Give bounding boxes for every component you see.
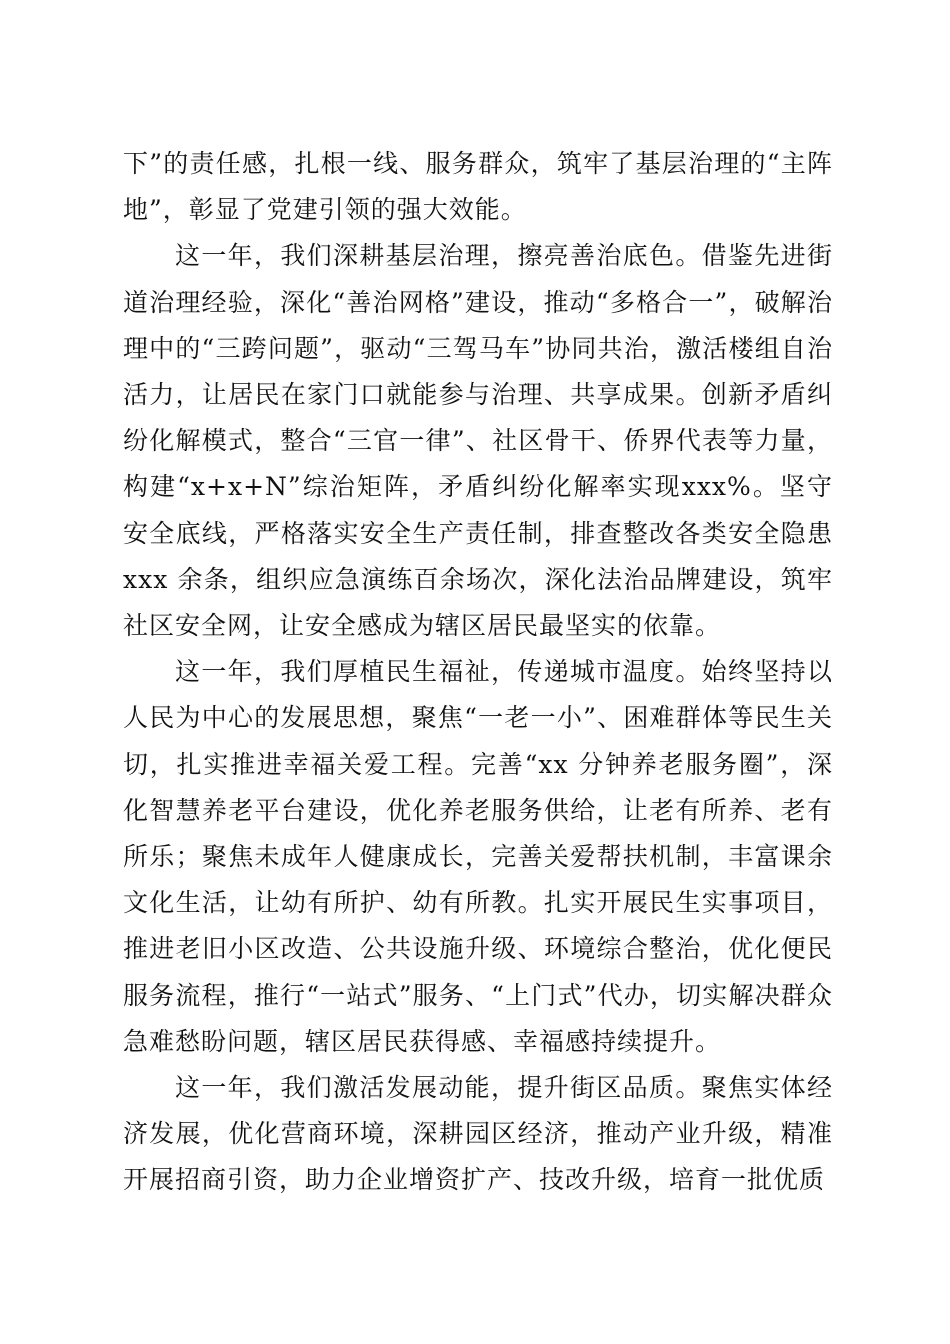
body-text [123, 141, 833, 1204]
paragraph-continuation: 下”的责任感，扎根一线、服务群众，筑牢了基层治理的“主阵地”，彰显了党建引领的强大效能。 [123, 149, 833, 225]
paragraph-grassroots-governance: 这一年，我们深耕基层治理，擦亮善治底色。借鉴先进街道治理经验，深化“善治网格”建设，推动“多格合一”，破解治理中的“三跨问题”，驱动“三驾马车”协同共治，激活楼组自治活力，让居民在家门口就能参与治理、共享成果。创新矛盾纠纷化解模式，整合“三官一律”、社区骨干、侨界代表等力量，构建“x+x+N”综治矩阵，矛盾纠纷化解率实现xxx%。坚守安全底线，严格落实安全生产责任制，排查整改各类安全隐患 xxx 余条，组织应急演练百余场次，深化法治品牌建设，筑牢社区安全网，让安全感成为辖区居民最坚实的依靠。 [123, 241, 833, 641]
paragraph-livelihood-welfare: 这一年，我们厚植民生福祉，传递城市温度。始终坚持以人民为中心的发展思想，聚焦“一老一小”、困难群体等民生关切，扎实推进幸福关爱工程。完善“xx 分钟养老服务圈”，深化智慧养老平台建设，优化养老服务供给，让老有所养、老有所乐；聚焦未成年人健康成长，完善关爱帮扶机制，丰富课余文化生活，让幼有所护、幼有所教。扎实开展民生实事项目，推进老旧小区改造、公共设施升级、环境综合整治，优化便民服务流程，推行“一站式”服务、“上门式”代办，切实解决群众急难愁盼问题，辖区居民获得感、幸福感持续提升。 [123, 657, 833, 1056]
paragraph-development-momentum: 这一年，我们激活发展动能，提升街区品质。聚焦实体经济发展，优化营商环境，深耕园区经济，推动产业升级，精准开展招商引资，助力企业增资扩产、技改升级，培育一批优质 [123, 1073, 833, 1195]
